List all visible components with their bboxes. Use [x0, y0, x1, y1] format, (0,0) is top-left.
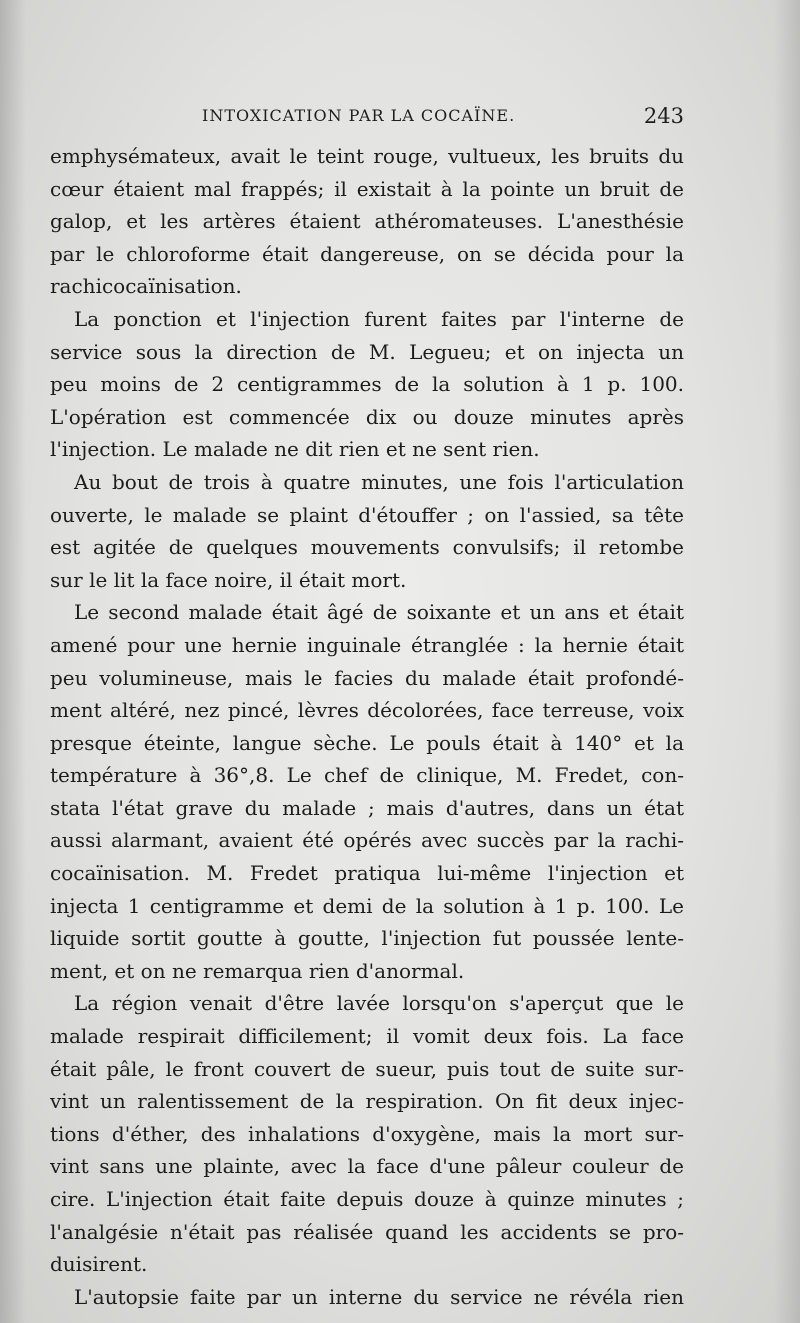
text-line: galop, et les artères étaient athéromateuses. L'anesthésie	[50, 209, 684, 234]
text-line: aussi alarmant, avaient été opérés avec succès par la rachi-	[50, 828, 684, 853]
text-line: par le chloroforme était dangereuse, on se décida pour la	[50, 241, 684, 266]
running-title: INTOXICATION PAR LA COCAÏNE.	[202, 106, 516, 125]
text-line: emphysémateux, avait le teint rouge, vultueux, les bruits du	[50, 144, 684, 168]
text-line: l'analgésie n'était pas réalisée quand les accidents se pro-	[50, 1219, 684, 1244]
text-line: duisirent.	[50, 1252, 148, 1277]
text-line: presque éteinte, langue sèche. Le pouls était à 140° et la	[50, 730, 684, 755]
page-number: 243	[643, 104, 684, 128]
text-line: La ponction et l'injection furent faites par l'interne de	[74, 306, 684, 331]
text-line: était pâle, le front couvert de sueur, puis tout de suite sur-	[50, 1056, 684, 1081]
text-line: vint sans une plainte, avec la face d'une pâleur couleur de	[50, 1154, 684, 1179]
text-line: cœur étaient mal frappés; il existait à la pointe un bruit de	[50, 176, 684, 201]
text-line: rachicocaïnisation.	[50, 274, 242, 299]
text-line: amené pour une hernie inguinale étranglée : la hernie était	[50, 632, 684, 657]
text-line: Au bout de trois à quatre minutes, une fois l'articulation	[74, 469, 684, 494]
text-line: malade respirait difficilement; il vomit deux fois. La face	[50, 1024, 684, 1049]
text-line: L'opération est commencée dix ou douze minutes après	[50, 404, 684, 429]
text-line: liquide sortit goutte à goutte, l'injection fut poussée lente-	[50, 926, 684, 951]
body-text	[50, 140, 684, 1313]
text-line: L'autopsie faite par un interne du service ne révéla rien	[74, 1284, 684, 1309]
text-line: La région venait d'être lavée lorsqu'on s'aperçut que le	[74, 991, 684, 1016]
right-page-shadow	[774, 0, 800, 1323]
text-line: ment altéré, nez pincé, lèvres décolorées, face terreuse, voix	[50, 698, 684, 723]
text-line: ouverte, le malade se plaint d'étouffer ; on l'assied, sa tête	[50, 502, 684, 527]
text-line: service sous la direction de M. Legueu; et on injecta un	[50, 339, 684, 364]
text-line: Le second malade était âgé de soixante et un ans et était	[74, 600, 684, 625]
text-line: sur le lit la face noire, il était mort.	[50, 567, 407, 592]
text-line: tions d'éther, des inhalations d'oxygène, mais la mort sur-	[50, 1121, 684, 1146]
running-header	[50, 104, 684, 130]
text-line: est agitée de quelques mouvements convulsifs; il retombe	[50, 535, 684, 560]
text-line: ment, et on ne remarqua rien d'anormal.	[50, 958, 465, 983]
text-line: injecta 1 centigramme et demi de la solution à 1 p. 100. Le	[50, 893, 684, 918]
text-line: peu volumineuse, mais le facies du malade était profondé-	[50, 665, 684, 690]
text-line: cire. L'injection était faite depuis douze à quinze minutes ;	[50, 1187, 684, 1211]
text-line: vint un ralentissement de la respiration. On fit deux injec-	[50, 1089, 684, 1114]
text-line: l'injection. Le malade ne dit rien et ne sent rien.	[50, 437, 540, 462]
text-line: stata l'état grave du malade ; mais d'autres, dans un état	[50, 795, 684, 820]
text-line: température à 36°,8. Le chef de clinique, M. Fredet, con-	[50, 763, 684, 788]
left-page-shadow	[0, 0, 26, 1323]
text-line: peu moins de 2 centigrammes de la solution à 1 p. 100.	[50, 372, 684, 397]
text-line: cocaïnisation. M. Fredet pratiqua lui-même l'injection et	[50, 861, 684, 886]
